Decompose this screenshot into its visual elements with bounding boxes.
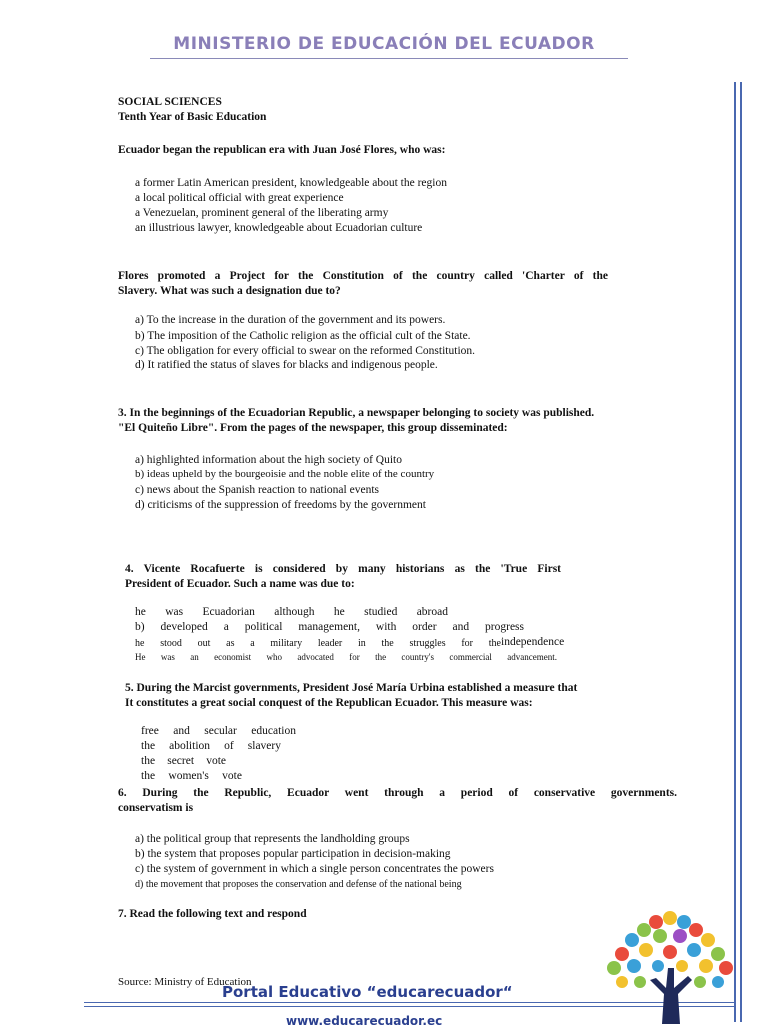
question-3-line1: 3. In the beginnings of the Ecuadorian Republic, a newspaper belonging to society was published. [118, 407, 595, 419]
question-2-line2: Slavery. What was such a designation due to? [118, 285, 341, 297]
q3-option: a) highlighted information about the high society of Quito [135, 454, 403, 466]
q4-option: b) developed a political management, with order and progress [135, 621, 524, 633]
q6-option: d) the movement that proposes the conservation and defense of the national being [135, 879, 462, 890]
q3-option: c) news about the Spanish reaction to national events [135, 484, 379, 496]
educarecuador-tree-logo [600, 902, 740, 1024]
q6-option: b) the system that proposes popular participation in decision-making [135, 848, 451, 860]
subject-heading: SOCIAL SCIENCES [118, 96, 222, 108]
q4-option: He was an economist who advocated for the country's commercial advancement. [135, 652, 557, 662]
q4-option-continued: independence [501, 636, 565, 648]
question-3-line2: "El Quiteño Libre". From the pages of the newspaper, this group disseminated: [118, 422, 508, 434]
q1-option: a local political official with great experience [135, 192, 344, 204]
q5-option: the abolition of slavery [141, 740, 281, 752]
question-4-line1: 4. Vicente Rocafuerte is considered by many historians as the 'True First [125, 563, 561, 575]
q5-option: the secret vote [141, 755, 226, 767]
question-7: 7. Read the following text and respond [118, 908, 307, 920]
ministry-title: MINISTERIO DE EDUCACIÓN DEL ECUADOR [173, 34, 595, 54]
grade-heading: Tenth Year of Basic Education [118, 111, 267, 123]
q5-option: free and secular education [141, 725, 296, 737]
q4-option: he was Ecuadorian although he studied abroad [135, 606, 448, 618]
source-note: Source: Ministry of Education [118, 976, 252, 988]
margin-line [734, 82, 736, 1022]
q4-option: he stood out as a military leader in the struggles for the [135, 638, 501, 649]
q3-option: d) criticisms of the suppression of freedoms by the government [135, 499, 426, 511]
q2-option: b) The imposition of the Catholic religion as the official cult of the State. [135, 330, 471, 342]
q1-option: a former Latin American president, knowledgeable about the region [135, 177, 447, 189]
header-divider [150, 58, 628, 59]
question-6-line1: 6. During the Republic, Ecuador went through a period of conservative governments. [118, 787, 677, 799]
question-2-line1: Flores promoted a Project for the Constitution of the country called 'Charter of the [118, 270, 608, 282]
q2-option: d) It ratified the status of slaves for blacks and indigenous people. [135, 359, 438, 371]
question-4-line2: President of Ecuador. Such a name was due to: [125, 578, 355, 590]
q1-option: a Venezuelan, prominent general of the liberating army [135, 207, 389, 219]
question-1: Ecuador began the republican era with Juan José Flores, who was: [118, 144, 446, 156]
website-link[interactable]: www.educarecuador.ec [286, 1014, 443, 1028]
question-5-line2: It constitutes a great social conquest of the Republican Ecuador. This measure was: [125, 697, 533, 709]
q3-option: b) ideas upheld by the bourgeoisie and the noble elite of the country [135, 468, 435, 480]
q2-option: c) The obligation for every official to swear on the reformed Constitution. [135, 345, 476, 357]
q5-option: the women's vote [141, 770, 242, 782]
q6-option: a) the political group that represents the landholding groups [135, 833, 410, 845]
question-6-line2: conservatism is [118, 802, 194, 814]
question-5-line1: 5. During the Marcist governments, President José María Urbina established a measure that [125, 682, 578, 694]
portal-banner: Portal Educativo “educarecuador“ [222, 983, 513, 1001]
margin-line [740, 82, 742, 1022]
q6-option: c) the system of government in which a single person concentrates the powers [135, 863, 494, 875]
q1-option: an illustrious lawyer, knowledgeable about Ecuadorian culture [135, 222, 423, 234]
q2-option: a) To the increase in the duration of the government and its powers. [135, 314, 446, 326]
